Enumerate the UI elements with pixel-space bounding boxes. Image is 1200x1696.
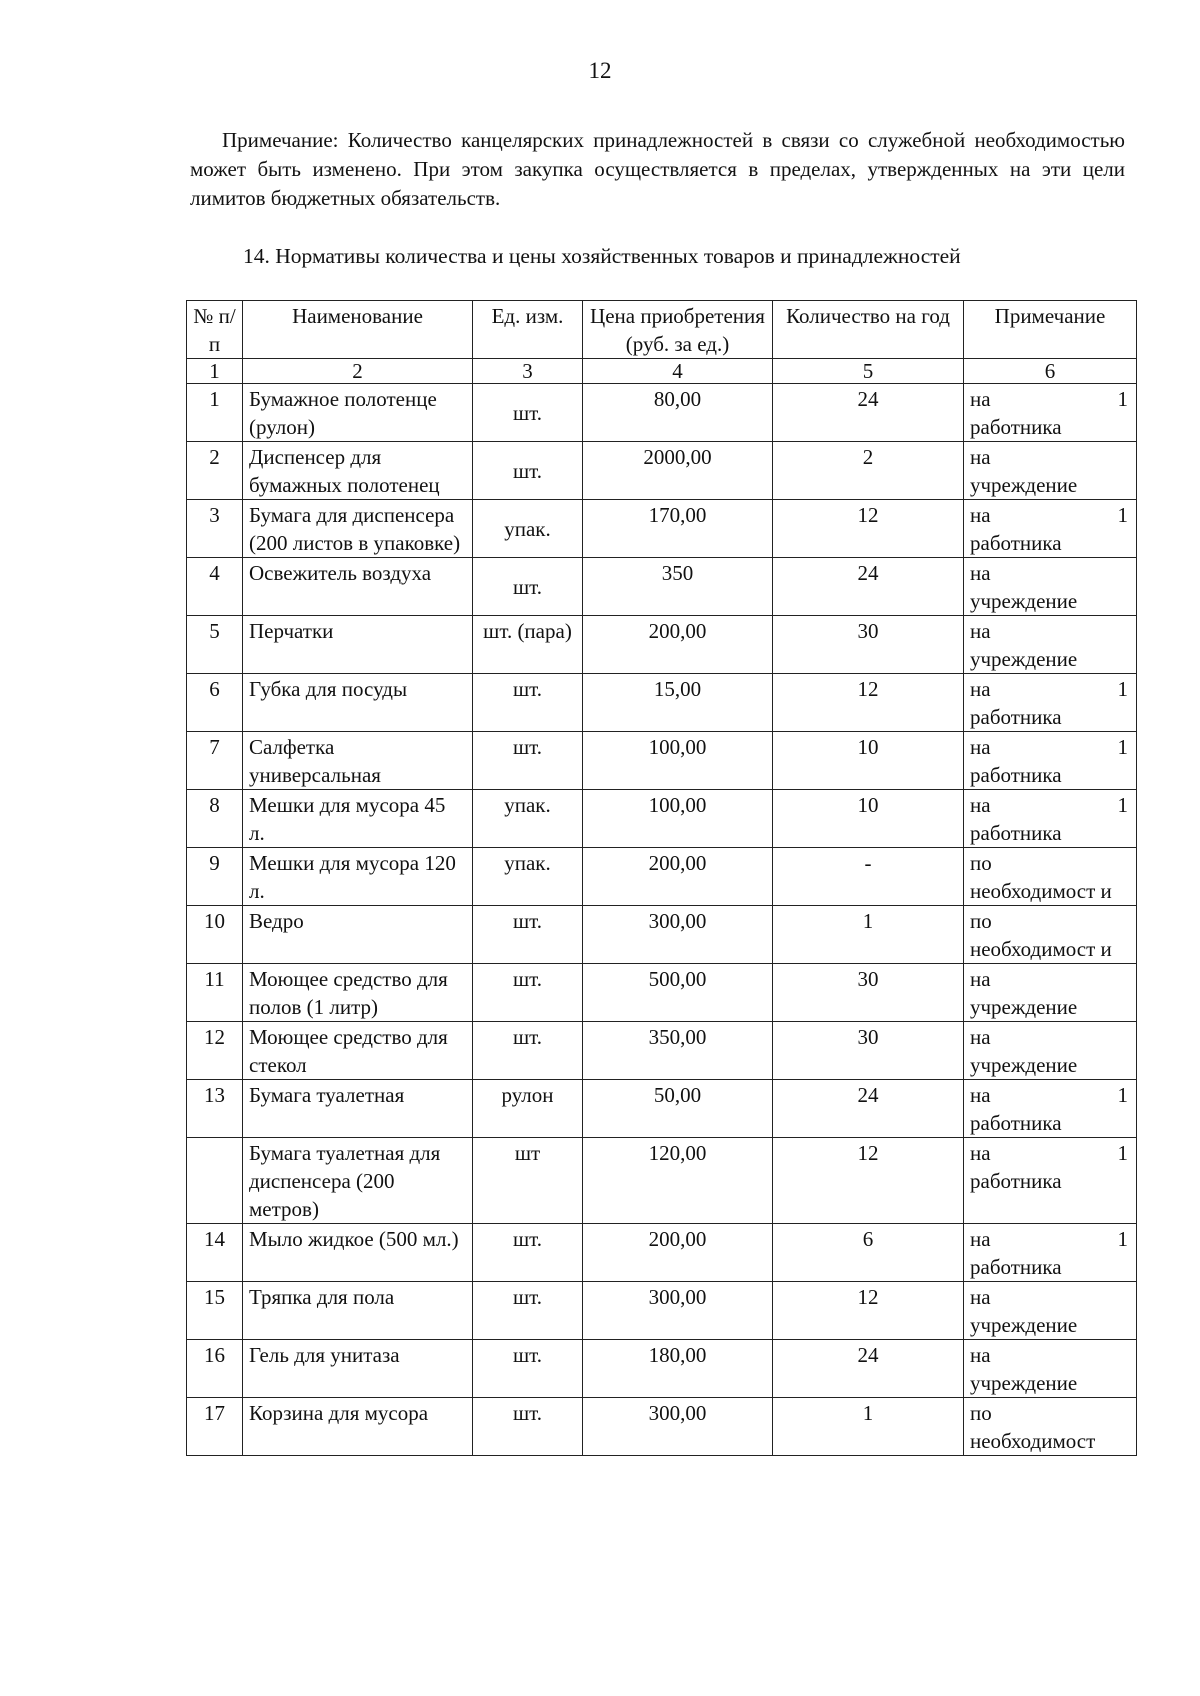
note-word: на	[970, 387, 991, 411]
note-target: учреждение	[970, 473, 1078, 497]
note-target: работника	[970, 763, 1062, 787]
item-unit: упак.	[473, 790, 583, 848]
table-row	[187, 1080, 1137, 1138]
note-first-line	[970, 559, 1128, 587]
item-price: 300,00	[583, 906, 773, 964]
column-number: 1	[187, 359, 243, 384]
table-header-row	[187, 301, 1137, 359]
item-note	[964, 674, 1137, 732]
table-row	[187, 1340, 1137, 1398]
note-target: работника	[970, 705, 1062, 729]
note-word: на	[970, 735, 991, 759]
item-unit: шт.	[473, 732, 583, 790]
note-target: работника	[970, 1255, 1062, 1279]
item-name: Гель для унитаза	[243, 1340, 473, 1398]
table-row	[187, 1224, 1137, 1282]
header-quantity: Количество на год	[773, 301, 964, 359]
note-word: по	[970, 1401, 992, 1425]
note-target: работника	[970, 821, 1062, 845]
item-price: 100,00	[583, 790, 773, 848]
note-word: по	[970, 851, 992, 875]
note-word: на	[970, 1025, 991, 1049]
item-quantity: 24	[773, 558, 964, 616]
header-price: Цена приобретения (руб. за ед.)	[583, 301, 773, 359]
item-name: Бумажное полотенце (рулон)	[243, 384, 473, 442]
item-name: Бумага туалетная	[243, 1080, 473, 1138]
item-name: Диспенсер для бумажных полотенец	[243, 442, 473, 500]
item-note	[964, 906, 1137, 964]
note-word: на	[970, 561, 991, 585]
item-quantity: 24	[773, 1340, 964, 1398]
item-price: 180,00	[583, 1340, 773, 1398]
item-unit: шт.	[473, 1340, 583, 1398]
item-name: Освежитель воздуха	[243, 558, 473, 616]
table-row	[187, 848, 1137, 906]
item-unit: шт. (пара)	[473, 616, 583, 674]
note-count: 1	[1117, 735, 1128, 759]
item-quantity: 24	[773, 384, 964, 442]
note-word: на	[970, 1285, 991, 1309]
item-price: 300,00	[583, 1398, 773, 1456]
note-first-line	[970, 849, 1128, 877]
row-number	[187, 1138, 243, 1224]
item-note	[964, 616, 1137, 674]
item-unit: шт.	[473, 1398, 583, 1456]
item-note	[964, 558, 1137, 616]
note-word: на	[970, 793, 991, 817]
table-row	[187, 384, 1137, 442]
note-word: на	[970, 1083, 991, 1107]
note-word: на	[970, 445, 991, 469]
item-price: 80,00	[583, 384, 773, 442]
table-row	[187, 558, 1137, 616]
note-count: 1	[1117, 1227, 1128, 1251]
item-price: 15,00	[583, 674, 773, 732]
item-unit: шт.	[473, 1282, 583, 1340]
note-first-line	[970, 617, 1128, 645]
row-number: 5	[187, 616, 243, 674]
item-quantity: 30	[773, 964, 964, 1022]
note-first-line	[970, 907, 1128, 935]
item-note	[964, 1224, 1137, 1282]
row-number: 3	[187, 500, 243, 558]
item-unit: рулон	[473, 1080, 583, 1138]
item-price: 200,00	[583, 1224, 773, 1282]
item-note	[964, 1138, 1137, 1224]
item-note	[964, 384, 1137, 442]
column-number-row	[187, 359, 1137, 384]
note-target: учреждение	[970, 1053, 1078, 1077]
item-note	[964, 500, 1137, 558]
table-row	[187, 1282, 1137, 1340]
note-first-line	[970, 1139, 1128, 1167]
row-number: 17	[187, 1398, 243, 1456]
item-price: 100,00	[583, 732, 773, 790]
norms-table	[186, 300, 1137, 1456]
note-target: учреждение	[970, 1313, 1078, 1337]
item-unit: шт.	[473, 558, 583, 616]
note-target: работника	[970, 1111, 1062, 1135]
note-target: учреждение	[970, 995, 1078, 1019]
table-row	[187, 906, 1137, 964]
item-price: 170,00	[583, 500, 773, 558]
note-target: необходимост и	[970, 879, 1112, 903]
item-note	[964, 1282, 1137, 1340]
table-row	[187, 1138, 1137, 1224]
table-row	[187, 790, 1137, 848]
note-word: на	[970, 1343, 991, 1367]
item-note	[964, 1080, 1137, 1138]
item-unit: шт.	[473, 384, 583, 442]
table-row	[187, 964, 1137, 1022]
note-first-line	[970, 1081, 1128, 1109]
item-price: 200,00	[583, 848, 773, 906]
item-name: Бумага туалетная для диспенсера (200 метров)	[243, 1138, 473, 1224]
item-note	[964, 848, 1137, 906]
page-number: 12	[588, 58, 612, 83]
item-quantity: 6	[773, 1224, 964, 1282]
row-number: 1	[187, 384, 243, 442]
column-number: 5	[773, 359, 964, 384]
item-price: 2000,00	[583, 442, 773, 500]
item-quantity: 12	[773, 1282, 964, 1340]
table-row	[187, 616, 1137, 674]
item-note	[964, 732, 1137, 790]
item-note	[964, 1340, 1137, 1398]
note-first-line	[970, 733, 1128, 761]
item-unit: упак.	[473, 848, 583, 906]
note-first-line	[970, 965, 1128, 993]
item-name: Мыло жидкое (500 мл.)	[243, 1224, 473, 1282]
note-target: необходимост	[970, 1429, 1096, 1453]
item-name: Губка для посуды	[243, 674, 473, 732]
item-quantity: 12	[773, 1138, 964, 1224]
item-name: Салфетка универсальная	[243, 732, 473, 790]
section-title: 14. Нормативы количества и цены хозяйственных товаров и принадлежностей	[243, 244, 961, 268]
item-quantity: 1	[773, 906, 964, 964]
note-first-line	[970, 1023, 1128, 1051]
item-unit: упак.	[473, 500, 583, 558]
item-quantity: 12	[773, 674, 964, 732]
row-number: 9	[187, 848, 243, 906]
item-name: Мешки для мусора 120 л.	[243, 848, 473, 906]
item-quantity: 30	[773, 616, 964, 674]
note-first-line	[970, 443, 1128, 471]
note-target: учреждение	[970, 1371, 1078, 1395]
item-quantity: 2	[773, 442, 964, 500]
row-number: 6	[187, 674, 243, 732]
item-note	[964, 1398, 1137, 1456]
table-row	[187, 674, 1137, 732]
item-unit: шт.	[473, 1224, 583, 1282]
note-count: 1	[1117, 1141, 1128, 1165]
item-name: Корзина для мусора	[243, 1398, 473, 1456]
table-row	[187, 1398, 1137, 1456]
note-count: 1	[1117, 503, 1128, 527]
note-target: работника	[970, 1169, 1062, 1193]
note-word: по	[970, 909, 992, 933]
item-price: 350	[583, 558, 773, 616]
note-word: на	[970, 677, 991, 701]
note-word: на	[970, 1141, 991, 1165]
header-note: Примечание	[964, 301, 1137, 359]
item-note	[964, 1022, 1137, 1080]
row-number: 2	[187, 442, 243, 500]
item-note	[964, 964, 1137, 1022]
item-price: 50,00	[583, 1080, 773, 1138]
column-number: 3	[473, 359, 583, 384]
row-number: 15	[187, 1282, 243, 1340]
item-name: Моющее средство для полов (1 литр)	[243, 964, 473, 1022]
item-quantity: 1	[773, 1398, 964, 1456]
item-name: Перчатки	[243, 616, 473, 674]
column-number: 4	[583, 359, 773, 384]
item-name: Бумага для диспенсера (200 листов в упаковке)	[243, 500, 473, 558]
item-name: Мешки для мусора 45 л.	[243, 790, 473, 848]
row-number: 13	[187, 1080, 243, 1138]
note-target: работника	[970, 531, 1062, 555]
item-quantity: 10	[773, 790, 964, 848]
row-number: 16	[187, 1340, 243, 1398]
item-quantity: -	[773, 848, 964, 906]
item-note	[964, 790, 1137, 848]
column-number: 6	[964, 359, 1137, 384]
item-price: 120,00	[583, 1138, 773, 1224]
note-first-line	[970, 1283, 1128, 1311]
item-unit: шт.	[473, 964, 583, 1022]
item-unit: шт	[473, 1138, 583, 1224]
item-unit: шт.	[473, 906, 583, 964]
item-name: Ведро	[243, 906, 473, 964]
item-quantity: 12	[773, 500, 964, 558]
note-target: работника	[970, 415, 1062, 439]
note-count: 1	[1117, 387, 1128, 411]
note-first-line	[970, 1341, 1128, 1369]
note-target: учреждение	[970, 647, 1078, 671]
note-first-line	[970, 501, 1128, 529]
note-first-line	[970, 791, 1128, 819]
note-paragraph: Примечание: Количество канцелярских принадлежностей в связи со служебной необходимостью может быть изменено. При этом закупка осуществляется в пределах, утвержденных на эти цели лимитов бюджетных обязательств.	[190, 128, 1125, 210]
note-target: необходимост и	[970, 937, 1112, 961]
row-number: 12	[187, 1022, 243, 1080]
table-row	[187, 500, 1137, 558]
note-word: на	[970, 619, 991, 643]
item-note	[964, 442, 1137, 500]
item-quantity: 30	[773, 1022, 964, 1080]
item-unit: шт.	[473, 1022, 583, 1080]
note-first-line	[970, 385, 1128, 413]
column-number: 2	[243, 359, 473, 384]
note-first-line	[970, 1225, 1128, 1253]
item-price: 500,00	[583, 964, 773, 1022]
item-unit: шт.	[473, 674, 583, 732]
item-quantity: 24	[773, 1080, 964, 1138]
header-name: Наименование	[243, 301, 473, 359]
table-row	[187, 1022, 1137, 1080]
item-quantity: 10	[773, 732, 964, 790]
row-number: 8	[187, 790, 243, 848]
header-number: № п/п	[187, 301, 243, 359]
row-number: 10	[187, 906, 243, 964]
header-unit: Ед. изм.	[473, 301, 583, 359]
row-number: 7	[187, 732, 243, 790]
note-count: 1	[1117, 677, 1128, 701]
item-unit: шт.	[473, 442, 583, 500]
note-word: на	[970, 503, 991, 527]
item-name: Тряпка для пола	[243, 1282, 473, 1340]
table-row	[187, 442, 1137, 500]
note-count: 1	[1117, 1083, 1128, 1107]
note-first-line	[970, 1399, 1128, 1427]
item-price: 350,00	[583, 1022, 773, 1080]
note-count: 1	[1117, 793, 1128, 817]
table-row	[187, 732, 1137, 790]
item-name: Моющее средство для стекол	[243, 1022, 473, 1080]
item-price: 200,00	[583, 616, 773, 674]
note-target: учреждение	[970, 589, 1078, 613]
row-number: 4	[187, 558, 243, 616]
note-word: на	[970, 967, 991, 991]
row-number: 11	[187, 964, 243, 1022]
row-number: 14	[187, 1224, 243, 1282]
item-price: 300,00	[583, 1282, 773, 1340]
note-first-line	[970, 675, 1128, 703]
note-word: на	[970, 1227, 991, 1251]
